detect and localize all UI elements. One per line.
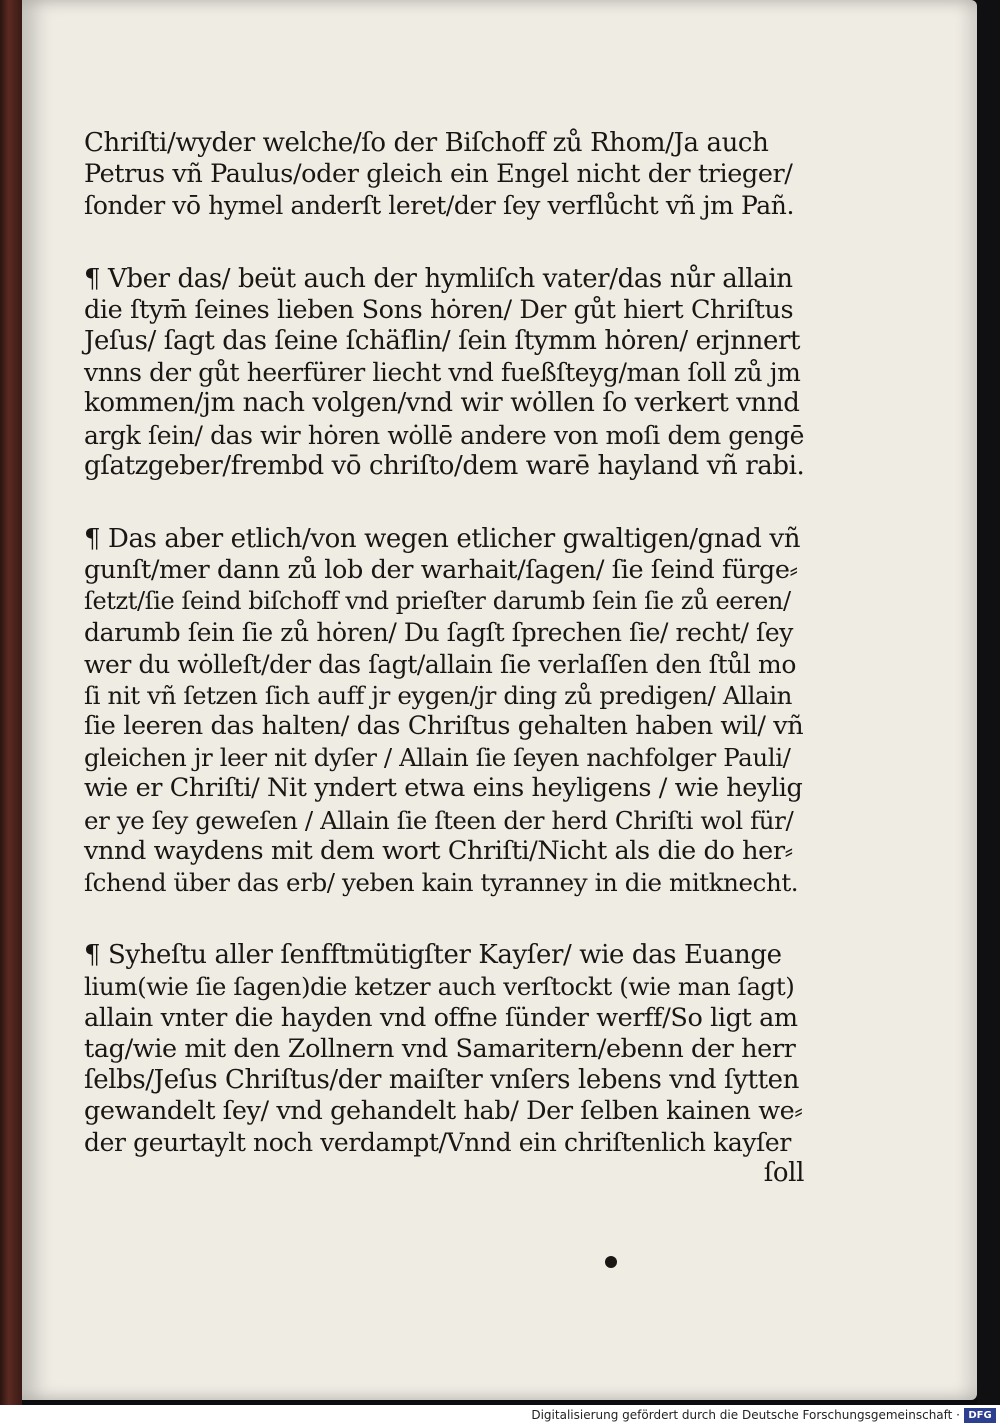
paragraph [84, 264, 804, 482]
text-line: lium(wie ſie ſagen)die ketzer auch verſtockt (wie man ſagt) [84, 972, 795, 1002]
text-line: darumb ſein ſie zů hȯren/ Du ſagſt ſprechen ſie/ recht/ ſey [84, 618, 793, 648]
text-line: Petrus vñ Paulus/oder gleich ein Engel nicht der trieger/ [84, 159, 793, 190]
text-line: er ye ſey geweſen / Allain ſie ſteen der herd Chriſti wol für/ [84, 805, 794, 835]
book-edge-left [0, 0, 22, 1405]
text-line: allain vnter die hayden vnd offne ſünder werff/So ligt am [84, 1002, 798, 1033]
text-line: die ſtym̄ ſeines lieben Sons hȯren/ Der gůt hiert Chriſtus [84, 294, 794, 325]
text-line: ¶ Vber das/ beüt auch der hymliſch vater/das nůr allain [84, 263, 793, 294]
dfg-credit: Digitalisierung gefördert durch die Deutsche Forschungsgemeinschaft · [531, 1408, 960, 1422]
text-line: wer du wȯlleſt/der das ſagt/allain ſie verlaſſen den ſtůl mo [84, 649, 797, 679]
text-line: ſi nit vñ ſetzen ſich auff jr eygen/jr ding zů predigen/ Allain [84, 680, 793, 710]
text-line: ¶ Das aber etlich/von wegen etlicher gwaltigen/gnad vñ [84, 523, 801, 554]
text-line: wie er Chriſti/ Nit yndert etwa eins heyligens / wie heylig [84, 773, 803, 804]
text-line: ſetzt/ſie ſeind biſchoff vnd prieſter darumb ſein ſie zů eeren/ [84, 587, 791, 616]
text-line: kommen/jm nach volgen/vnd wir wȯllen ſo verkert vnnd [84, 388, 800, 419]
text-line: ſchend über das erb/ yeben kain tyranney in die mitknecht. [84, 867, 799, 897]
text-line: Jeſus/ ſagt das ſeine ſchäflin/ ſein ſtymm hȯren/ erjnnert [84, 325, 801, 356]
book-edge-right [977, 0, 1000, 1405]
text-line: argk ſein/ das wir hȯren wȯllē andere von moſi dem gengē [84, 420, 804, 450]
dfg-logo: DFG [964, 1408, 996, 1423]
text-line: Chriſti/wyder welche/ſo der Biſchoff zů Rhom/Ja auch [84, 128, 769, 158]
text-line: ſonder vō hymel anderſt leret/der ſey verflůcht vñ jm Pañ. [84, 191, 795, 221]
paragraph [84, 524, 804, 898]
footer-bar [0, 1405, 1000, 1427]
text-line: gleichen jr leer nit dyſer / Allain ſie ſeyen nachfolger Pauli/ [84, 743, 791, 773]
text-line: gſatzgeber/frembd vō chriſto/dem warē hayland vñ rabi. [84, 450, 805, 481]
paragraph [84, 940, 804, 1190]
text-line: vnnd waydens mit dem wort Chriſti/Nicht als die do her⸗ [84, 835, 793, 866]
text-line: gewandelt ſey/ vnd gehandelt hab/ Der ſelben kainen we⸗ [84, 1096, 803, 1127]
text-line: ¶ Syheſtu aller ſenfftmütigſter Kayſer/ wie das Euange [84, 940, 782, 971]
text-line: ſie leeren das halten/ das Chriſtus gehalten haben wil/ vñ [84, 711, 804, 741]
paragraph [84, 128, 804, 222]
page-text [84, 128, 804, 1190]
catchword: ſoll [763, 1158, 804, 1189]
text-line: der geurtaylt noch verdampt/Vnnd ein chriſtenlich kayſer [84, 1128, 791, 1158]
text-line: tag/wie mit den Zollnern vnd Samaritern/ebenn der herr [84, 1033, 796, 1064]
text-line: ſelbs/Jeſus Chriſtus/der maiſter vnſers lebens vnd ſytten [84, 1064, 799, 1095]
text-line: gunſt/mer dann zů lob der warhait/ſagen/ ſie ſeind fürge⸗ [84, 555, 798, 586]
ornament-dot [605, 1256, 617, 1268]
scanned-page [22, 0, 977, 1400]
text-line: vnns der gůt heerfürer liecht vnd fueßſteyg/man ſoll zů jm [84, 358, 801, 388]
